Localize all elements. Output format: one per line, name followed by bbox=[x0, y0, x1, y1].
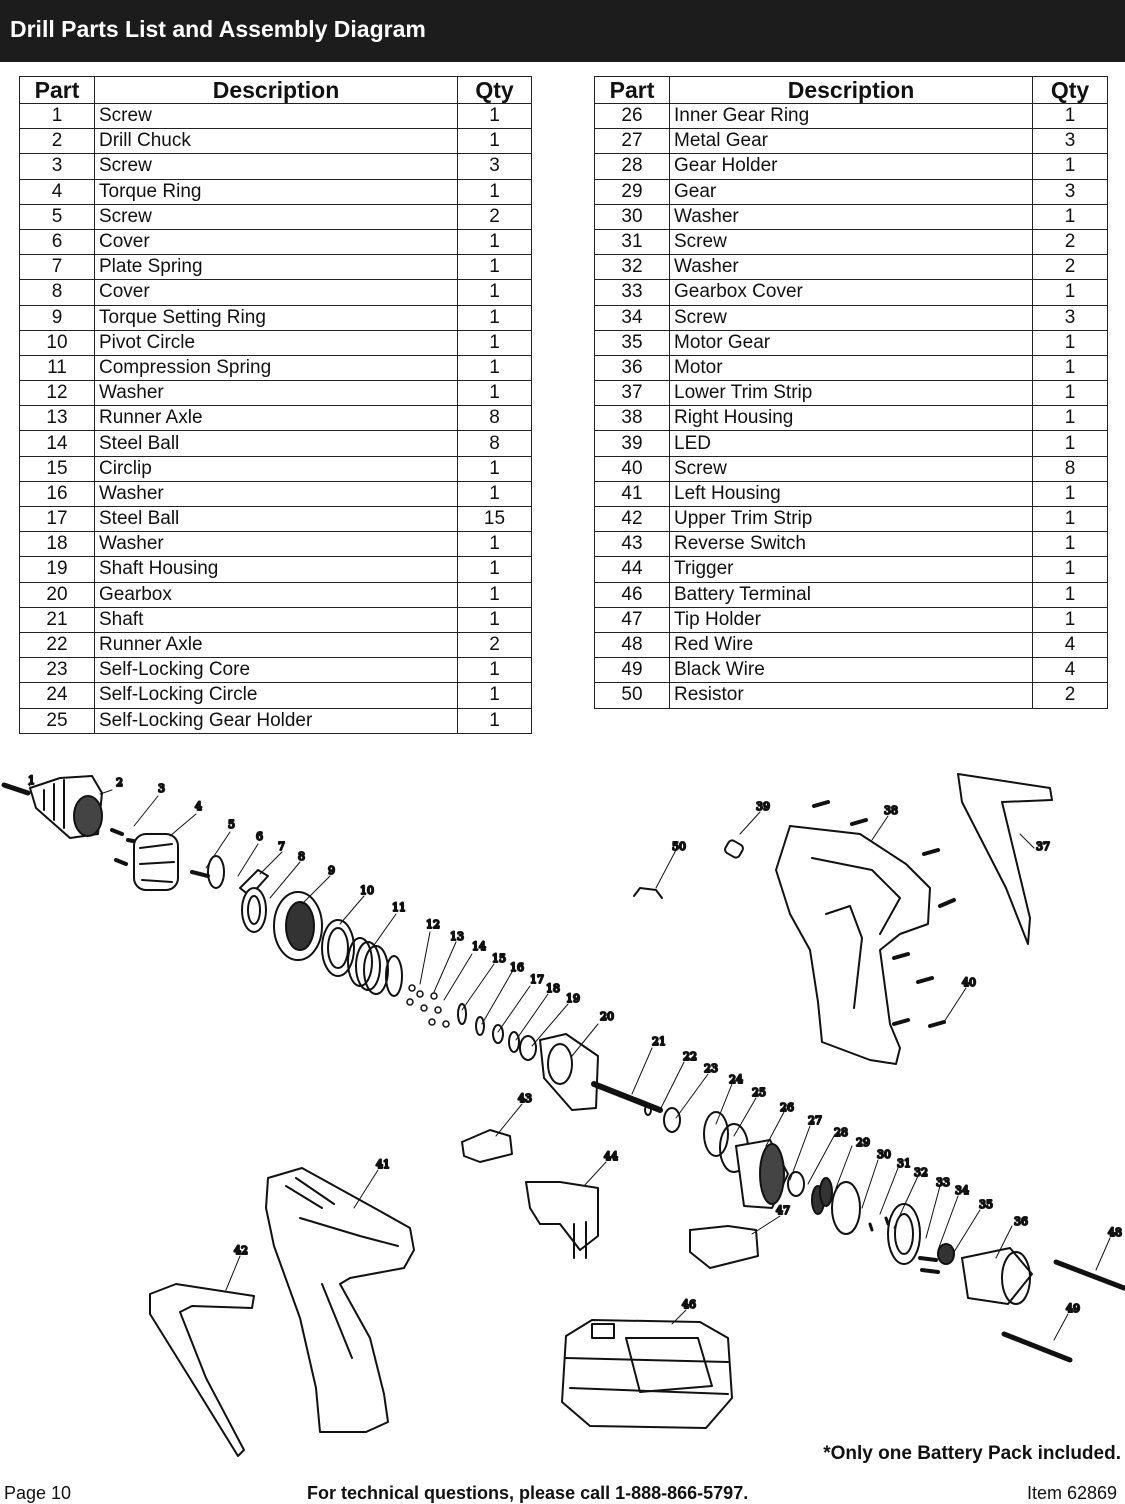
part-qty: 1 bbox=[458, 255, 532, 280]
part-qty: 1 bbox=[458, 330, 532, 355]
part-description: Battery Terminal bbox=[670, 582, 1033, 607]
table-row bbox=[595, 355, 1108, 380]
part-qty: 2 bbox=[458, 632, 532, 657]
part-number: 42 bbox=[595, 507, 670, 532]
part-number: 3 bbox=[20, 154, 95, 179]
table-row bbox=[595, 557, 1108, 582]
callout-27: 27 bbox=[808, 1114, 822, 1127]
part-qty: 1 bbox=[1033, 607, 1108, 632]
part-qty: 1 bbox=[1033, 532, 1108, 557]
part-qty: 4 bbox=[1033, 658, 1108, 683]
part-description: Washer bbox=[670, 255, 1033, 280]
part-number: 12 bbox=[20, 381, 95, 406]
part-description: Motor Gear bbox=[670, 330, 1033, 355]
part-description: Gearbox Cover bbox=[670, 280, 1033, 305]
table-header-row bbox=[595, 77, 1108, 104]
runner-axles-and-balls-drawing bbox=[407, 985, 449, 1027]
table-row bbox=[20, 683, 532, 708]
part-description: Left Housing bbox=[670, 481, 1033, 506]
callout-21: 21 bbox=[652, 1035, 666, 1048]
part-description: Gear Holder bbox=[670, 154, 1033, 179]
part-qty: 1 bbox=[458, 129, 532, 154]
part-qty: 1 bbox=[458, 607, 532, 632]
part-number: 5 bbox=[20, 204, 95, 229]
table-row bbox=[595, 305, 1108, 330]
table-header-row bbox=[20, 77, 532, 104]
part-description: Trigger bbox=[670, 557, 1033, 582]
part-description: Pivot Circle bbox=[95, 330, 458, 355]
part-qty: 1 bbox=[458, 381, 532, 406]
part-qty: 2 bbox=[1033, 683, 1108, 708]
part-number: 21 bbox=[20, 607, 95, 632]
part-qty: 1 bbox=[1033, 104, 1108, 129]
callout-17: 17 bbox=[530, 973, 544, 986]
table-row bbox=[595, 179, 1108, 204]
header-qty: Qty bbox=[458, 77, 532, 104]
part-description: Screw bbox=[670, 229, 1033, 254]
part-description: Torque Ring bbox=[95, 179, 458, 204]
part-description: Plate Spring bbox=[95, 255, 458, 280]
part-description: Cover bbox=[95, 280, 458, 305]
part-qty: 1 bbox=[458, 683, 532, 708]
callout-33: 33 bbox=[936, 1176, 950, 1189]
part-number: 2 bbox=[20, 129, 95, 154]
header-description: Description bbox=[95, 77, 458, 104]
title-bar bbox=[0, 0, 1125, 62]
part-description: Motor bbox=[670, 355, 1033, 380]
part-description: Self-Locking Gear Holder bbox=[95, 708, 458, 733]
table-row bbox=[20, 280, 532, 305]
table-row bbox=[595, 456, 1108, 481]
header-description: Description bbox=[670, 77, 1033, 104]
part-description: Drill Chuck bbox=[95, 129, 458, 154]
part-description: Inner Gear Ring bbox=[670, 104, 1033, 129]
small-rings-drawing bbox=[458, 1004, 536, 1060]
part-number: 50 bbox=[595, 683, 670, 708]
reverse-switch-drawing bbox=[462, 1130, 512, 1162]
part-description: Screw bbox=[670, 305, 1033, 330]
part-description: Cover bbox=[95, 229, 458, 254]
part-number: 36 bbox=[595, 355, 670, 380]
table-row bbox=[595, 229, 1108, 254]
part-number: 1 bbox=[20, 104, 95, 129]
part-description: Gearbox bbox=[95, 582, 458, 607]
table-row bbox=[20, 481, 532, 506]
table-row bbox=[20, 582, 532, 607]
part-qty: 15 bbox=[458, 507, 532, 532]
self-locking-parts-drawing bbox=[645, 1105, 748, 1172]
callout-12: 12 bbox=[426, 918, 440, 931]
part-description: Screw bbox=[95, 154, 458, 179]
inner-gear-ring-drawing bbox=[736, 1140, 788, 1208]
callout-43: 43 bbox=[518, 1092, 532, 1105]
header-part: Part bbox=[20, 77, 95, 104]
callout-47: 47 bbox=[776, 1204, 790, 1217]
callout-3: 3 bbox=[158, 782, 165, 795]
callout-11: 11 bbox=[392, 901, 406, 914]
table-row bbox=[595, 481, 1108, 506]
part-number: 8 bbox=[20, 280, 95, 305]
part-qty: 3 bbox=[458, 154, 532, 179]
part-qty: 1 bbox=[1033, 280, 1108, 305]
torque-setting-ring-drawing bbox=[274, 892, 322, 960]
part-qty: 3 bbox=[1033, 129, 1108, 154]
battery-pack-drawing bbox=[562, 1320, 732, 1428]
callout-9: 9 bbox=[328, 864, 335, 877]
callout-4: 4 bbox=[195, 800, 202, 813]
table-row bbox=[20, 456, 532, 481]
table-row bbox=[595, 154, 1108, 179]
part-description: Screw bbox=[670, 456, 1033, 481]
part-qty: 1 bbox=[1033, 481, 1108, 506]
table-row bbox=[20, 129, 532, 154]
callout-2: 2 bbox=[116, 776, 123, 789]
callout-20: 20 bbox=[600, 1010, 614, 1023]
table-row bbox=[20, 204, 532, 229]
table-row bbox=[20, 381, 532, 406]
gearbox-drawing bbox=[540, 1034, 598, 1110]
table-row bbox=[595, 104, 1108, 129]
tip-holder-drawing bbox=[690, 1226, 758, 1268]
table-row bbox=[20, 305, 532, 330]
part-description: Washer bbox=[670, 204, 1033, 229]
callout-41: 41 bbox=[376, 1158, 390, 1171]
part-qty: 1 bbox=[458, 280, 532, 305]
part-number: 23 bbox=[20, 658, 95, 683]
part-description: Lower Trim Strip bbox=[670, 381, 1033, 406]
part-number: 26 bbox=[595, 104, 670, 129]
part-qty: 1 bbox=[458, 229, 532, 254]
callout-39: 39 bbox=[756, 800, 770, 813]
callout-23: 23 bbox=[704, 1062, 718, 1075]
table-row bbox=[20, 406, 532, 431]
gear-holder-and-gears-drawing bbox=[788, 1172, 860, 1234]
part-number: 14 bbox=[20, 431, 95, 456]
callout-14: 14 bbox=[472, 940, 486, 953]
callout-50: 50 bbox=[672, 840, 686, 853]
part-qty: 4 bbox=[1033, 632, 1108, 657]
part-description: Steel Ball bbox=[95, 507, 458, 532]
table-row bbox=[20, 507, 532, 532]
parts-table-right-body bbox=[595, 104, 1108, 709]
part-number: 48 bbox=[595, 632, 670, 657]
footer-item-number: Item 62869 bbox=[1026, 1483, 1117, 1503]
callout-13: 13 bbox=[450, 930, 464, 943]
part-qty: 1 bbox=[1033, 381, 1108, 406]
callout-32: 32 bbox=[914, 1166, 928, 1179]
part-number: 18 bbox=[20, 532, 95, 557]
part-number: 30 bbox=[595, 204, 670, 229]
part-qty: 1 bbox=[1033, 154, 1108, 179]
part-number: 6 bbox=[20, 229, 95, 254]
part-number: 37 bbox=[595, 381, 670, 406]
part-qty: 1 bbox=[1033, 507, 1108, 532]
part-qty: 1 bbox=[458, 355, 532, 380]
table-row bbox=[20, 330, 532, 355]
part-number: 13 bbox=[20, 406, 95, 431]
assembly-diagram bbox=[0, 738, 1125, 1468]
battery-note: *Only one Battery Pack included. bbox=[823, 1443, 1121, 1464]
table-row bbox=[595, 280, 1108, 305]
part-number: 16 bbox=[20, 481, 95, 506]
part-qty: 2 bbox=[1033, 255, 1108, 280]
part-qty: 8 bbox=[1033, 456, 1108, 481]
drill-chuck-drawing bbox=[30, 776, 102, 838]
led-drawing bbox=[724, 839, 745, 859]
part-description: Red Wire bbox=[670, 632, 1033, 657]
part-description: Black Wire bbox=[670, 658, 1033, 683]
table-row bbox=[595, 658, 1108, 683]
part-qty: 1 bbox=[458, 557, 532, 582]
resistor-drawing bbox=[634, 888, 662, 898]
part-qty: 1 bbox=[458, 532, 532, 557]
part-description: Self-Locking Circle bbox=[95, 683, 458, 708]
part-qty: 8 bbox=[458, 431, 532, 456]
callout-46: 46 bbox=[682, 1298, 696, 1311]
callout-35: 35 bbox=[979, 1198, 993, 1211]
part-number: 20 bbox=[20, 582, 95, 607]
callout-10: 10 bbox=[360, 884, 374, 897]
header-part: Part bbox=[595, 77, 670, 104]
part-number: 31 bbox=[595, 229, 670, 254]
part-description: Upper Trim Strip bbox=[670, 507, 1033, 532]
part-description: Washer bbox=[95, 381, 458, 406]
part-description: Circlip bbox=[95, 456, 458, 481]
part-qty: 3 bbox=[1033, 179, 1108, 204]
part-qty: 1 bbox=[1033, 431, 1108, 456]
part-number: 11 bbox=[20, 355, 95, 380]
part-description: Shaft Housing bbox=[95, 557, 458, 582]
part-number: 15 bbox=[20, 456, 95, 481]
page-title: Drill Parts List and Assembly Diagram bbox=[10, 16, 426, 42]
table-row bbox=[20, 229, 532, 254]
screw-5-drawing bbox=[192, 872, 208, 876]
part-number: 33 bbox=[595, 280, 670, 305]
part-qty: 1 bbox=[1033, 406, 1108, 431]
table-row bbox=[595, 129, 1108, 154]
cover-8-drawing bbox=[242, 888, 266, 932]
left-housing-drawing bbox=[266, 1168, 414, 1432]
table-row bbox=[595, 381, 1108, 406]
part-number: 41 bbox=[595, 481, 670, 506]
part-qty: 2 bbox=[458, 204, 532, 229]
part-description: Torque Setting Ring bbox=[95, 305, 458, 330]
callout-24: 24 bbox=[729, 1073, 743, 1086]
part-number: 29 bbox=[595, 179, 670, 204]
torque-ring-drawing bbox=[134, 834, 178, 890]
callout-7: 7 bbox=[278, 840, 285, 853]
callout-19: 19 bbox=[566, 992, 580, 1005]
part-description: Screw bbox=[95, 104, 458, 129]
part-number: 7 bbox=[20, 255, 95, 280]
callout-6: 6 bbox=[256, 830, 263, 843]
part-qty: 3 bbox=[1033, 305, 1108, 330]
callout-37: 37 bbox=[1036, 840, 1050, 853]
part-number: 17 bbox=[20, 507, 95, 532]
part-number: 34 bbox=[595, 305, 670, 330]
table-row bbox=[20, 557, 532, 582]
table-row bbox=[595, 330, 1108, 355]
table-row bbox=[595, 507, 1108, 532]
part-description: LED bbox=[670, 431, 1033, 456]
footer-tech-support: For technical questions, please call 1-888-866-5797. bbox=[307, 1483, 749, 1503]
part-qty: 1 bbox=[1033, 330, 1108, 355]
part-qty: 1 bbox=[458, 104, 532, 129]
part-number: 19 bbox=[20, 557, 95, 582]
callout-29: 29 bbox=[856, 1136, 870, 1149]
part-qty: 1 bbox=[458, 456, 532, 481]
callout-36: 36 bbox=[1014, 1215, 1028, 1228]
part-description: Washer bbox=[95, 481, 458, 506]
part-description: Runner Axle bbox=[95, 632, 458, 657]
callout-26: 26 bbox=[780, 1101, 794, 1114]
table-row bbox=[595, 431, 1108, 456]
part-number: 39 bbox=[595, 431, 670, 456]
header-qty: Qty bbox=[1033, 77, 1108, 104]
callout-16: 16 bbox=[510, 961, 524, 974]
part-description: Metal Gear bbox=[670, 129, 1033, 154]
part-qty: 1 bbox=[1033, 582, 1108, 607]
part-number: 27 bbox=[595, 129, 670, 154]
callout-5: 5 bbox=[228, 818, 235, 831]
part-description: Runner Axle bbox=[95, 406, 458, 431]
motor-gear-drawing bbox=[938, 1244, 954, 1264]
part-number: 38 bbox=[595, 406, 670, 431]
table-row bbox=[20, 532, 532, 557]
table-row bbox=[20, 355, 532, 380]
part-qty: 1 bbox=[458, 658, 532, 683]
part-description: Screw bbox=[95, 204, 458, 229]
part-description: Shaft bbox=[95, 607, 458, 632]
part-number: 28 bbox=[595, 154, 670, 179]
part-number: 40 bbox=[595, 456, 670, 481]
table-row bbox=[20, 154, 532, 179]
callout-49: 49 bbox=[1066, 1302, 1080, 1315]
part-qty: 2 bbox=[1033, 229, 1108, 254]
table-row bbox=[595, 683, 1108, 708]
part-qty: 1 bbox=[1033, 204, 1108, 229]
table-row bbox=[20, 431, 532, 456]
table-row bbox=[595, 406, 1108, 431]
part-qty: 1 bbox=[1033, 355, 1108, 380]
part-number: 46 bbox=[595, 582, 670, 607]
table-row bbox=[20, 255, 532, 280]
part-description: Resistor bbox=[670, 683, 1033, 708]
callout-34: 34 bbox=[955, 1184, 969, 1197]
callout-15: 15 bbox=[492, 952, 506, 965]
callout-22: 22 bbox=[683, 1050, 697, 1063]
part-number: 49 bbox=[595, 658, 670, 683]
part-qty: 1 bbox=[458, 708, 532, 733]
part-qty: 1 bbox=[458, 582, 532, 607]
part-number: 25 bbox=[20, 708, 95, 733]
table-row bbox=[595, 532, 1108, 557]
right-housing-drawing bbox=[776, 826, 930, 1064]
part-number: 32 bbox=[595, 255, 670, 280]
table-row bbox=[20, 708, 532, 733]
part-qty: 8 bbox=[458, 406, 532, 431]
table-row bbox=[20, 632, 532, 657]
trigger-drawing bbox=[526, 1182, 598, 1258]
part-description: Tip Holder bbox=[670, 607, 1033, 632]
part-number: 9 bbox=[20, 305, 95, 330]
callout-1: 1 bbox=[28, 774, 35, 787]
callout-25: 25 bbox=[752, 1086, 766, 1099]
part-description: Gear bbox=[670, 179, 1033, 204]
part-number: 10 bbox=[20, 330, 95, 355]
table-row bbox=[595, 582, 1108, 607]
part-number: 4 bbox=[20, 179, 95, 204]
part-description: Steel Ball bbox=[95, 431, 458, 456]
callout-38: 38 bbox=[884, 804, 898, 817]
screw-1-drawing bbox=[4, 785, 28, 793]
upper-trim-strip-drawing bbox=[150, 1284, 254, 1456]
table-row bbox=[20, 658, 532, 683]
part-qty: 1 bbox=[458, 179, 532, 204]
part-description: Reverse Switch bbox=[670, 532, 1033, 557]
part-number: 47 bbox=[595, 607, 670, 632]
table-row bbox=[20, 179, 532, 204]
table-row bbox=[595, 632, 1108, 657]
parts-table-right bbox=[594, 76, 1108, 709]
part-number: 44 bbox=[595, 557, 670, 582]
part-number: 43 bbox=[595, 532, 670, 557]
callout-48: 48 bbox=[1108, 1226, 1122, 1239]
part-description: Self-Locking Core bbox=[95, 658, 458, 683]
parts-table-left-body bbox=[20, 104, 532, 734]
callout-8: 8 bbox=[298, 850, 305, 863]
part-number: 24 bbox=[20, 683, 95, 708]
part-number: 22 bbox=[20, 632, 95, 657]
callout-28: 28 bbox=[834, 1126, 848, 1139]
part-description: Washer bbox=[95, 532, 458, 557]
part-description: Compression Spring bbox=[95, 355, 458, 380]
callout-42: 42 bbox=[234, 1244, 248, 1257]
part-qty: 1 bbox=[1033, 557, 1108, 582]
table-row bbox=[20, 607, 532, 632]
table-row bbox=[20, 104, 532, 129]
lower-trim-strip-drawing bbox=[958, 774, 1052, 944]
part-number: 35 bbox=[595, 330, 670, 355]
callout-30: 30 bbox=[877, 1148, 891, 1161]
callout-31: 31 bbox=[897, 1157, 911, 1170]
part-qty: 1 bbox=[458, 305, 532, 330]
part-qty: 1 bbox=[458, 481, 532, 506]
table-row bbox=[595, 607, 1108, 632]
parts-table-left bbox=[19, 76, 532, 734]
table-row bbox=[595, 204, 1108, 229]
callout-40: 40 bbox=[962, 976, 976, 989]
part-description: Right Housing bbox=[670, 406, 1033, 431]
footer-page-number: Page 10 bbox=[4, 1483, 72, 1503]
callout-18: 18 bbox=[546, 982, 560, 995]
callout-44: 44 bbox=[604, 1150, 618, 1163]
table-row bbox=[595, 255, 1108, 280]
